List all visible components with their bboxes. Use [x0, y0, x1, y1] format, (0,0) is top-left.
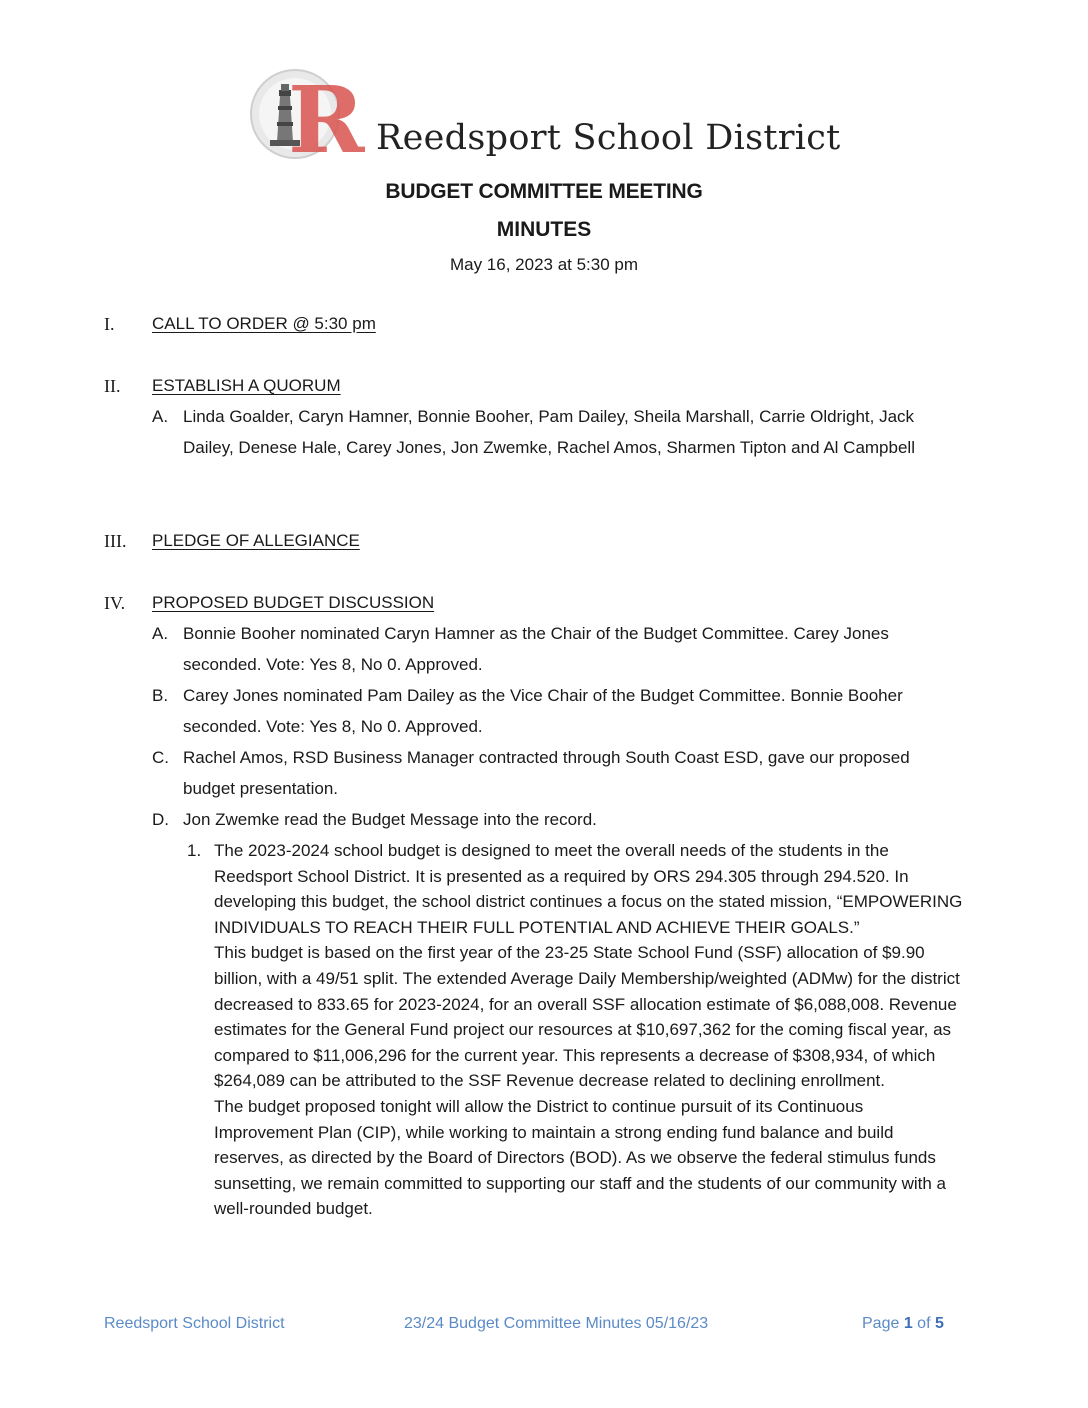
meeting-date: May 16, 2023 at 5:30 pm — [449, 255, 639, 274]
item-letter: C. — [152, 748, 169, 767]
item-chair-nomination: Bonnie Booher nominated Caryn Hamner as the Chair of the Budget Committee. Carey Jones seconded. Vote: Yes 8, No 0. Approved. — [183, 624, 889, 674]
item-letter: B. — [152, 686, 169, 705]
district-name: Reedsport School District — [376, 118, 841, 158]
item-letter: A. — [152, 407, 169, 426]
page-total: 5 — [934, 1315, 944, 1332]
budget-message-paragraph: This budget is based on the first year of the 23-25 State School Fund (SSF) allocation of $9.90 billion, with a 49/51 split. The extended Average Daily Membership/weighted (ADMw) for the district decreased to 833.65 for 2023-2024, for an overall SSF allocation estimate of $6,088,008. Revenue estimates for the General Fund project our resources at $10,697,362 for the coming fiscal year, as compared to $11,006,296 for the current year. This represents a decrease of $308,934, of which $264,089 can be attributed to the SSF Revenue decrease related to declining enrollment. — [214, 943, 960, 1091]
section-numeral: I. — [104, 314, 115, 334]
budget-message-paragraph: The budget proposed tonight will allow the District to continue pursuit of its Continuous Improvement Plan (CIP), while working to maintain a strong ending fund balance and build reserves, as directed by the Board of Directors (BOD). As we observe the federal stimulus funds sunsetting, we remain committed to supporting our staff and the students of our community with a well-rounded budget. — [214, 1096, 947, 1219]
quorum-attendees: Linda Goalder, Caryn Hamner, Bonnie Booher, Pam Dailey, Sheila Marshall, Carrie Oldright, Jack Dailey, Denese Hale, Carey Jones, Jon Zwemke, Rachel Amos, Sharmen Tipton and Al Campbell — [183, 407, 915, 457]
section-heading-quorum: ESTABLISH A QUORUM — [152, 376, 341, 395]
page-separator: of — [912, 1315, 935, 1332]
section-heading-budget-discussion: PROPOSED BUDGET DISCUSSION — [152, 593, 435, 612]
item-budget-presentation: Rachel Amos, RSD Business Manager contracted through South Coast ESD, gave our proposed budget presentation. — [183, 748, 910, 798]
section-numeral: III. — [104, 531, 127, 551]
item-letter: D. — [152, 810, 169, 829]
item-vice-chair-nomination: Carey Jones nominated Pam Dailey as the Vice Chair of the Budget Committee. Bonnie Booher seconded. Vote: Yes 8, No 0. Approved. — [183, 686, 903, 736]
district-logo — [250, 62, 368, 167]
item-letter: A. — [152, 624, 169, 643]
document-subtitle: MINUTES — [496, 218, 592, 241]
page-prefix: Page — [862, 1315, 904, 1332]
subitem-number: 1. — [187, 841, 202, 860]
document-title: BUDGET COMMITTEE MEETING — [385, 180, 703, 203]
section-heading-call-to-order: CALL TO ORDER @ 5:30 pm — [152, 314, 376, 333]
budget-message-body — [214, 838, 966, 1222]
budget-message-paragraph: The 2023-2024 school budget is designed to meet the overall needs of the students in the Reedsport School District. It is presented as a required by ORS 294.305 through 294.520. In developing this budget, the school district continues a focus on the stated mission, “EMPOWERING INDIVIDUALS TO REACH THEIR FULL POTENTIAL AND ACHIEVE THEIR GOALS.” — [214, 841, 963, 937]
svg-text:R: R — [288, 66, 365, 167]
item-budget-message: Jon Zwemke read the Budget Message into the record. — [183, 810, 597, 829]
section-heading-pledge: PLEDGE OF ALLEGIANCE — [152, 531, 360, 550]
footer-district: Reedsport School District — [104, 1315, 285, 1332]
section-numeral: IV. — [104, 593, 126, 613]
page-current: 1 — [903, 1315, 913, 1332]
footer-document-name: 23/24 Budget Committee Minutes 05/16/23 — [404, 1315, 709, 1332]
footer-page-number — [862, 1315, 944, 1333]
section-numeral: II. — [104, 376, 121, 396]
